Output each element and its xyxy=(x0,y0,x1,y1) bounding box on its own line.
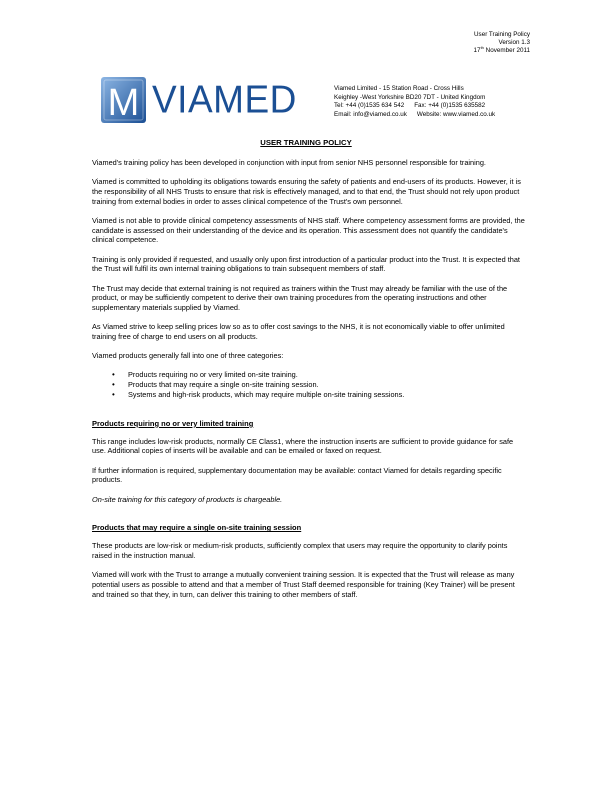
viamed-logo xyxy=(101,77,297,123)
category-list-item: • Products that may require a single on-site training session. xyxy=(128,380,525,390)
viamed-logo-mark-icon xyxy=(101,77,146,123)
company-phone-row xyxy=(334,102,495,111)
section-note-chargeable: On-site training for this category of products is chargeable. xyxy=(92,494,283,504)
document-body xyxy=(92,158,525,609)
section-paragraph: This range includes low-risk products, normally CE Class1, where the instruction inserts are sufficient to provide guidance for safe use. Additional copies of inserts will be available and can be emailed or faxed on request. xyxy=(92,436,514,456)
category-list-item: • Products requiring no or very limited on-site training. xyxy=(128,370,525,380)
category-list-item: • Systems and high-risk products, which may require multiple on-site training sessions. xyxy=(128,390,525,400)
doc-meta-title: User Training Policy xyxy=(474,31,530,38)
section-heading-single-session: Products that may require a single on-site training session xyxy=(92,523,302,533)
category-list xyxy=(92,370,525,399)
doc-meta-date xyxy=(474,47,530,55)
section-paragraph: If further information is required, supplementary documentation may be available: contact Viamed for details regarding specific products. xyxy=(92,465,502,485)
doc-meta-version: Version 1.3 xyxy=(498,39,530,47)
company-website: Website: www.viamed.co.uk xyxy=(416,111,496,119)
company-fax: Fax: +44 (0)1535 635582 xyxy=(414,102,486,110)
company-address-line2: Keighley -West Yorkshire BD20 7DT - United Kingdom xyxy=(334,93,486,101)
viamed-logo-wordmark: VIAMED xyxy=(152,77,297,121)
company-tel: Tel: +44 (0)1535 634 542 xyxy=(334,102,405,110)
intro-paragraph: Training is only provided if requested, and usually only upon first introduction of a particular product into the Trust. It is expected that the Trust will fulfil its own internal training obligations to train subsequent members of staff. xyxy=(92,254,520,274)
intro-paragraph: As Viamed strive to keep selling prices low so as to offer cost savings to the NHS, it is not economically viable to offer unlimited training free of charge to end users on all products. xyxy=(92,322,505,341)
intro-paragraph: Viamed's training policy has been developed in conjunction with input from senior NHS personnel responsible for training. xyxy=(92,158,486,167)
company-email: Email: info@viamed.co.uk xyxy=(334,111,407,119)
doc-meta-date-day: 17 xyxy=(473,47,481,55)
intro-paragraph: Viamed is committed to upholding its obligations towards ensuring the safety of patients and end-users of its products. However, it is the responsibility of all NHS Trusts to ensure that risk is effectively managed, and to that end, the Trust should not rely upon product training from external bodies in order to asses clinical competence of the Trust's own personnel. xyxy=(92,177,521,206)
intro-paragraph: The Trust may decide that external training is not required as trainers within the Trust may already be familiar with the use of the product, or may be sufficiently competent to derive their own training procedures from the operating instructions and other supplementary materials supplied by Viamed. xyxy=(92,283,508,312)
document-meta xyxy=(474,31,530,56)
company-address-line1: Viamed Limited - 15 Station Road - Cross Hills xyxy=(334,85,464,92)
logo-mark-letter: M xyxy=(107,82,140,123)
section-heading-limited-training: Products requiring no or very limited training xyxy=(92,418,254,428)
document-title: USER TRAINING POLICY xyxy=(260,138,352,147)
section-paragraph: These products are low-risk or medium-risk products, sufficiently complex that users may require the opportunity to clarify points raised in the instruction manual. xyxy=(92,541,508,561)
intro-paragraph: Viamed is not able to provide clinical competency assessments of NHS staff. Where competency assessment forms are provided, the candidate is assessed on their understanding of the device and its operation. This assessment does not quantify the candidate's clinical competence. xyxy=(92,215,525,245)
intro-paragraph: Viamed products generally fall into one of three categories: xyxy=(92,351,284,361)
company-address-block xyxy=(334,85,495,120)
doc-meta-date-rest: November 2011 xyxy=(483,47,530,55)
doc-meta-date-suffix: th xyxy=(480,45,484,51)
company-contact-row xyxy=(334,111,495,120)
section-paragraph: Viamed will work with the Trust to arrange a mutually convenient training session. It is expected that the Trust will release as many potential users as possible to attend and that a member of Trust Staff deemed responsible for training (Key Trainer) will be present and trained so that they, in turn, can deliver this training to other members of staff. xyxy=(92,570,515,599)
